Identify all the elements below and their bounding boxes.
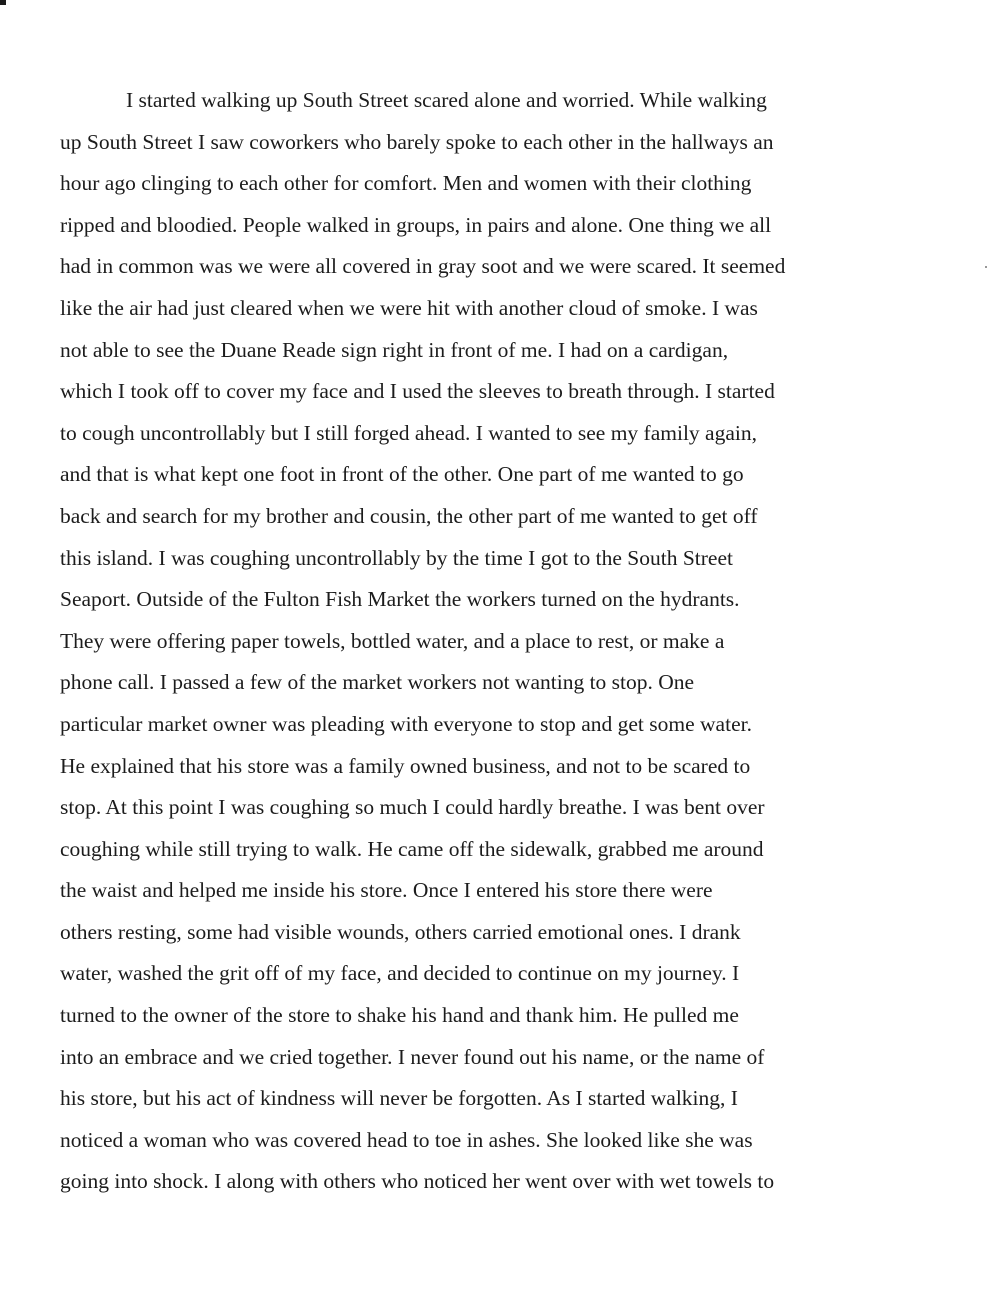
text-line: others resting, some had visible wounds, others carried emotional ones. I drank	[60, 919, 741, 944]
text-line: into an embrace and we cried together. I never found out his name, or the name of	[60, 1044, 765, 1069]
text-line: the waist and helped me inside his store. Once I entered his store there were	[60, 878, 713, 903]
text-line: hour ago clinging to each other for comfort. Men and women with their clothing	[60, 171, 752, 196]
text-line: noticed a woman who was covered head to toe in ashes. She looked like she was	[60, 1127, 753, 1152]
scan-corner-mark	[0, 0, 6, 5]
text-line: going into shock. I along with others who noticed her went over with wet towels to	[60, 1169, 775, 1194]
text-line: back and search for my brother and cousin, the other part of me wanted to get off	[60, 503, 758, 528]
text-line: ripped and bloodied. People walked in groups, in pairs and alone. One thing we all	[60, 212, 772, 237]
text-line: this island. I was coughing uncontrollably by the time I got to the South Street	[60, 545, 733, 570]
text-line: his store, but his act of kindness will never be forgotten. As I started walking, I	[60, 1086, 738, 1111]
scan-speck	[985, 266, 987, 268]
text-line: phone call. I passed a few of the market workers not wanting to stop. One	[60, 670, 695, 695]
text-line: Seaport. Outside of the Fulton Fish Market the workers turned on the hydrants.	[60, 587, 740, 612]
text-line: which I took off to cover my face and I used the sleeves to breath through. I started	[60, 379, 775, 404]
text-line: I started walking up South Street scared alone and worried. While walking	[126, 88, 767, 112]
text-line: up South Street I saw coworkers who barely spoke to each other in the hallways an	[60, 129, 774, 154]
text-line: turned to the owner of the store to shake his hand and thank him. He pulled me	[60, 1003, 739, 1028]
text-line: He explained that his store was a family owned business, and not to be scared to	[60, 753, 751, 778]
text-line: coughing while still trying to walk. He came off the sidewalk, grabbed me around	[60, 836, 764, 861]
text-line: not able to see the Duane Reade sign right in front of me. I had on a cardigan,	[60, 337, 729, 362]
text-line: to cough uncontrollably but I still forged ahead. I wanted to see my family again,	[60, 420, 757, 445]
text-line: water, washed the grit off of my face, and decided to continue on my journey. I	[60, 961, 740, 986]
text-line: particular market owner was pleading with everyone to stop and get some water.	[60, 711, 752, 736]
text-line: They were offering paper towels, bottled water, and a place to rest, or make a	[60, 628, 725, 653]
text-line: like the air had just cleared when we were hit with another cloud of smoke. I was	[60, 295, 758, 320]
text-line: and that is what kept one foot in front of the other. One part of me wanted to go	[60, 462, 744, 487]
document-body	[60, 80, 960, 1203]
text-line: had in common was we were all covered in gray soot and we were scared. It seemed	[60, 254, 786, 279]
text-line: stop. At this point I was coughing so much I could hardly breathe. I was bent over	[60, 795, 765, 820]
